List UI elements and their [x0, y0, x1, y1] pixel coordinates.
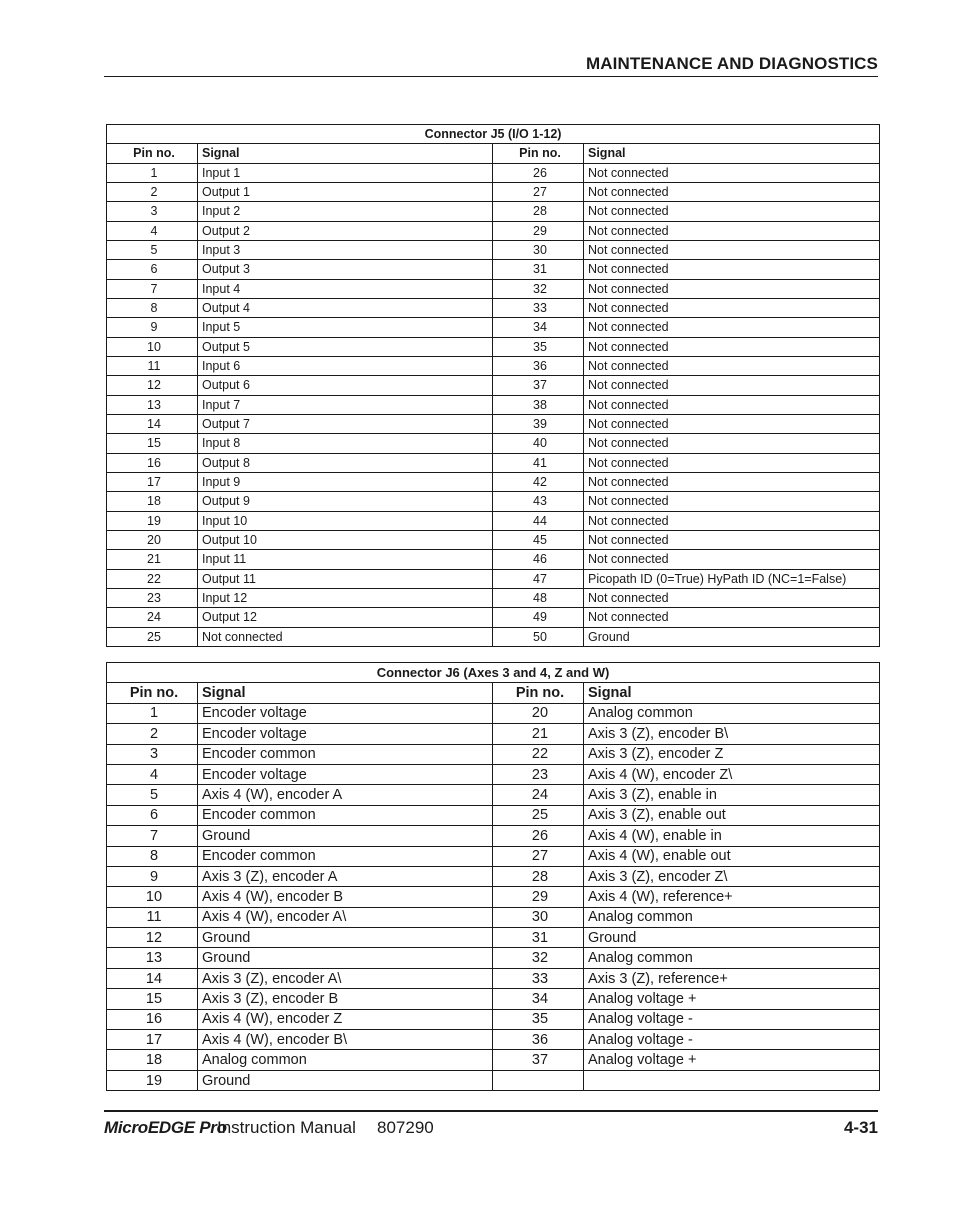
pin-number-cell: 44 — [493, 511, 584, 530]
table-row — [107, 221, 880, 240]
pin-number-cell: 3 — [107, 202, 198, 221]
signal-cell — [584, 1070, 880, 1090]
pin-number-cell: 7 — [107, 826, 198, 846]
pin-number-cell: 1 — [107, 703, 198, 723]
pin-number-cell: 43 — [493, 492, 584, 511]
pin-number-cell: 31 — [493, 928, 584, 948]
column-header-signal: Signal — [198, 144, 493, 163]
pin-number-cell: 48 — [493, 588, 584, 607]
signal-cell: Input 6 — [198, 356, 493, 375]
signal-cell: Ground — [198, 928, 493, 948]
table-row — [107, 434, 880, 453]
table-row — [107, 1009, 880, 1029]
pin-number-cell: 22 — [107, 569, 198, 588]
signal-cell: Axis 3 (Z), enable in — [584, 785, 880, 805]
table-row — [107, 887, 880, 907]
signal-cell: Not connected — [584, 472, 880, 491]
signal-cell: Not connected — [584, 453, 880, 472]
pin-number-cell: 16 — [107, 1009, 198, 1029]
footer-product-name: MicroEDGE Pro — [104, 1118, 227, 1137]
pin-number-cell: 19 — [107, 1070, 198, 1090]
signal-cell: Analog voltage - — [584, 1030, 880, 1050]
pin-number-cell: 6 — [107, 260, 198, 279]
table-row — [107, 414, 880, 433]
pin-number-cell: 13 — [107, 395, 198, 414]
signal-cell: Output 4 — [198, 298, 493, 317]
pin-number-cell: 12 — [107, 928, 198, 948]
pin-number-cell: 35 — [493, 1009, 584, 1029]
pin-number-cell: 29 — [493, 887, 584, 907]
signal-cell: Axis 4 (W), reference+ — [584, 887, 880, 907]
pin-number-cell: 11 — [107, 907, 198, 927]
pin-number-cell: 17 — [107, 1030, 198, 1050]
column-header-pin: Pin no. — [107, 683, 198, 703]
signal-cell: Output 7 — [198, 414, 493, 433]
pin-number-cell: 41 — [493, 453, 584, 472]
signal-cell: Not connected — [584, 240, 880, 259]
table-row — [107, 356, 880, 375]
table-row — [107, 182, 880, 201]
pin-number-cell: 37 — [493, 376, 584, 395]
pin-number-cell: 15 — [107, 989, 198, 1009]
signal-cell: Input 2 — [198, 202, 493, 221]
signal-cell: Axis 4 (W), encoder B — [198, 887, 493, 907]
signal-cell: Axis 4 (W), encoder Z — [198, 1009, 493, 1029]
pin-number-cell: 23 — [107, 588, 198, 607]
signal-cell: Not connected — [584, 608, 880, 627]
pin-number-cell: 42 — [493, 472, 584, 491]
pin-number-cell: 21 — [107, 550, 198, 569]
footer-manual-title: Instruction Manual — [217, 1118, 356, 1137]
pin-number-cell: 9 — [107, 866, 198, 886]
pin-number-cell — [493, 1070, 584, 1090]
pin-number-cell: 24 — [493, 785, 584, 805]
signal-cell: Output 8 — [198, 453, 493, 472]
footer-part-number: 807290 — [377, 1118, 434, 1137]
signal-cell: Not connected — [584, 414, 880, 433]
pin-number-cell: 32 — [493, 948, 584, 968]
signal-cell: Encoder common — [198, 805, 493, 825]
pin-number-cell: 3 — [107, 744, 198, 764]
table-row — [107, 724, 880, 744]
pin-number-cell: 37 — [493, 1050, 584, 1070]
pin-number-cell: 38 — [493, 395, 584, 414]
pin-number-cell: 4 — [107, 221, 198, 240]
signal-cell: Picopath ID (0=True) HyPath ID (NC=1=False) — [584, 569, 880, 588]
table-caption: Connector J6 (Axes 3 and 4, Z and W) — [107, 663, 880, 683]
pin-number-cell: 50 — [493, 627, 584, 646]
signal-cell: Axis 3 (Z), reference+ — [584, 968, 880, 988]
signal-cell: Analog common — [584, 948, 880, 968]
pin-number-cell: 26 — [493, 826, 584, 846]
table-row — [107, 826, 880, 846]
table-row — [107, 764, 880, 784]
pin-number-cell: 18 — [107, 1050, 198, 1070]
pin-number-cell: 36 — [493, 1030, 584, 1050]
signal-cell: Not connected — [584, 260, 880, 279]
signal-cell: Not connected — [584, 163, 880, 182]
signal-cell: Encoder voltage — [198, 703, 493, 723]
column-header-pin: Pin no. — [107, 144, 198, 163]
pin-number-cell: 33 — [493, 968, 584, 988]
table-row — [107, 530, 880, 549]
signal-cell: Axis 3 (Z), encoder A — [198, 866, 493, 886]
pin-number-cell: 34 — [493, 318, 584, 337]
signal-cell: Not connected — [584, 298, 880, 317]
pin-number-cell: 2 — [107, 182, 198, 201]
pin-number-cell: 25 — [493, 805, 584, 825]
pin-number-cell: 4 — [107, 764, 198, 784]
signal-cell: Encoder voltage — [198, 724, 493, 744]
footer-page-number: 4-31 — [843, 1118, 878, 1137]
table-row — [107, 805, 880, 825]
pin-number-cell: 36 — [493, 356, 584, 375]
pin-number-cell: 40 — [493, 434, 584, 453]
column-header-pin: Pin no. — [493, 683, 584, 703]
table-row — [107, 1070, 880, 1090]
pin-number-cell: 33 — [493, 298, 584, 317]
signal-cell: Axis 4 (W), encoder Z\ — [584, 764, 880, 784]
pin-number-cell: 2 — [107, 724, 198, 744]
pin-number-cell: 21 — [493, 724, 584, 744]
signal-cell: Not connected — [584, 492, 880, 511]
signal-cell: Input 11 — [198, 550, 493, 569]
signal-cell: Analog common — [198, 1050, 493, 1070]
pin-number-cell: 23 — [493, 764, 584, 784]
signal-cell: Encoder voltage — [198, 764, 493, 784]
pin-number-cell: 6 — [107, 805, 198, 825]
pin-number-cell: 28 — [493, 202, 584, 221]
signal-cell: Not connected — [584, 588, 880, 607]
signal-cell: Not connected — [584, 182, 880, 201]
table-row — [107, 785, 880, 805]
signal-cell: Ground — [198, 826, 493, 846]
table-row — [107, 569, 880, 588]
signal-cell: Axis 3 (Z), enable out — [584, 805, 880, 825]
pin-number-cell: 22 — [493, 744, 584, 764]
signal-cell: Output 3 — [198, 260, 493, 279]
signal-cell: Not connected — [584, 395, 880, 414]
signal-cell: Input 1 — [198, 163, 493, 182]
signal-cell: Input 4 — [198, 279, 493, 298]
signal-cell: Not connected — [584, 279, 880, 298]
footer-divider — [104, 1110, 878, 1112]
signal-cell: Output 12 — [198, 608, 493, 627]
signal-cell: Analog voltage - — [584, 1009, 880, 1029]
signal-cell: Not connected — [198, 627, 493, 646]
table-row — [107, 298, 880, 317]
signal-cell: Not connected — [584, 434, 880, 453]
signal-cell: Output 1 — [198, 182, 493, 201]
signal-cell: Not connected — [584, 356, 880, 375]
column-header-pin: Pin no. — [493, 144, 584, 163]
signal-cell: Output 9 — [198, 492, 493, 511]
pin-number-cell: 31 — [493, 260, 584, 279]
pin-number-cell: 11 — [107, 356, 198, 375]
signal-cell: Analog voltage + — [584, 1050, 880, 1070]
pin-number-cell: 17 — [107, 472, 198, 491]
pin-number-cell: 27 — [493, 846, 584, 866]
pin-number-cell: 16 — [107, 453, 198, 472]
table-row — [107, 472, 880, 491]
signal-cell: Not connected — [584, 530, 880, 549]
signal-cell: Not connected — [584, 202, 880, 221]
pin-number-cell: 47 — [493, 569, 584, 588]
pin-number-cell: 20 — [107, 530, 198, 549]
pin-number-cell: 7 — [107, 279, 198, 298]
pin-number-cell: 35 — [493, 337, 584, 356]
pin-number-cell: 15 — [107, 434, 198, 453]
table-row — [107, 163, 880, 182]
table-row — [107, 260, 880, 279]
signal-cell: Output 11 — [198, 569, 493, 588]
signal-cell: Ground — [584, 928, 880, 948]
signal-cell: Input 9 — [198, 472, 493, 491]
table-row — [107, 279, 880, 298]
pin-number-cell: 30 — [493, 240, 584, 259]
signal-cell: Not connected — [584, 221, 880, 240]
table-row — [107, 337, 880, 356]
signal-cell: Input 3 — [198, 240, 493, 259]
signal-cell: Ground — [584, 627, 880, 646]
signal-cell: Axis 3 (Z), encoder B — [198, 989, 493, 1009]
signal-cell: Axis 3 (Z), encoder A\ — [198, 968, 493, 988]
table-row — [107, 846, 880, 866]
signal-cell: Axis 3 (Z), encoder Z — [584, 744, 880, 764]
signal-cell: Input 12 — [198, 588, 493, 607]
pin-number-cell: 27 — [493, 182, 584, 201]
signal-cell: Output 5 — [198, 337, 493, 356]
signal-cell: Ground — [198, 1070, 493, 1090]
signal-cell: Input 7 — [198, 395, 493, 414]
pin-number-cell: 32 — [493, 279, 584, 298]
column-header-signal: Signal — [198, 683, 493, 703]
table-row — [107, 202, 880, 221]
table-row — [107, 550, 880, 569]
pin-number-cell: 9 — [107, 318, 198, 337]
table-row — [107, 627, 880, 646]
pin-number-cell: 10 — [107, 887, 198, 907]
signal-cell: Not connected — [584, 337, 880, 356]
connector-j5-table — [106, 124, 880, 647]
signal-cell: Encoder common — [198, 846, 493, 866]
signal-cell: Axis 3 (Z), encoder B\ — [584, 724, 880, 744]
table-row — [107, 240, 880, 259]
signal-cell: Not connected — [584, 318, 880, 337]
pin-number-cell: 1 — [107, 163, 198, 182]
pin-number-cell: 29 — [493, 221, 584, 240]
table-row — [107, 703, 880, 723]
signal-cell: Analog common — [584, 907, 880, 927]
pin-number-cell: 39 — [493, 414, 584, 433]
pin-number-cell: 8 — [107, 846, 198, 866]
signal-cell: Axis 4 (W), enable out — [584, 846, 880, 866]
signal-cell: Axis 4 (W), enable in — [584, 826, 880, 846]
table-row — [107, 968, 880, 988]
column-header-signal: Signal — [584, 144, 880, 163]
table-row — [107, 1050, 880, 1070]
pin-number-cell: 25 — [107, 627, 198, 646]
table-row — [107, 907, 880, 927]
signal-cell: Analog common — [584, 703, 880, 723]
table-row — [107, 608, 880, 627]
table-row — [107, 376, 880, 395]
column-header-signal: Signal — [584, 683, 880, 703]
table-row — [107, 453, 880, 472]
signal-cell: Not connected — [584, 511, 880, 530]
table-row — [107, 492, 880, 511]
signal-cell: Encoder common — [198, 744, 493, 764]
pin-number-cell: 34 — [493, 989, 584, 1009]
pin-number-cell: 30 — [493, 907, 584, 927]
signal-cell: Output 2 — [198, 221, 493, 240]
pin-number-cell: 19 — [107, 511, 198, 530]
signal-cell: Input 8 — [198, 434, 493, 453]
signal-cell: Not connected — [584, 550, 880, 569]
signal-cell: Not connected — [584, 376, 880, 395]
pin-number-cell: 10 — [107, 337, 198, 356]
pin-number-cell: 13 — [107, 948, 198, 968]
pin-number-cell: 28 — [493, 866, 584, 886]
pin-number-cell: 46 — [493, 550, 584, 569]
signal-cell: Output 6 — [198, 376, 493, 395]
table-row — [107, 588, 880, 607]
pin-number-cell: 5 — [107, 785, 198, 805]
signal-cell: Analog voltage + — [584, 989, 880, 1009]
signal-cell: Input 10 — [198, 511, 493, 530]
pin-number-cell: 8 — [107, 298, 198, 317]
signal-cell: Output 10 — [198, 530, 493, 549]
pin-number-cell: 49 — [493, 608, 584, 627]
signal-cell: Input 5 — [198, 318, 493, 337]
pin-number-cell: 14 — [107, 968, 198, 988]
pin-number-cell: 5 — [107, 240, 198, 259]
signal-cell: Axis 3 (Z), encoder Z\ — [584, 866, 880, 886]
table-row — [107, 866, 880, 886]
pin-number-cell: 26 — [493, 163, 584, 182]
table-row — [107, 395, 880, 414]
signal-cell: Axis 4 (W), encoder A\ — [198, 907, 493, 927]
pin-number-cell: 24 — [107, 608, 198, 627]
pin-number-cell: 14 — [107, 414, 198, 433]
pin-number-cell: 12 — [107, 376, 198, 395]
pin-number-cell: 20 — [493, 703, 584, 723]
pin-number-cell: 45 — [493, 530, 584, 549]
pin-number-cell: 18 — [107, 492, 198, 511]
table-row — [107, 318, 880, 337]
signal-cell: Axis 4 (W), encoder A — [198, 785, 493, 805]
table-row — [107, 744, 880, 764]
section-title: MAINTENANCE AND DIAGNOSTICS — [585, 54, 878, 73]
table-caption: Connector J5 (I/O 1-12) — [107, 125, 880, 144]
connector-j6-table — [106, 662, 880, 1091]
table-row — [107, 948, 880, 968]
table-row — [107, 1030, 880, 1050]
table-row — [107, 928, 880, 948]
table-row — [107, 511, 880, 530]
table-row — [107, 989, 880, 1009]
signal-cell: Axis 4 (W), encoder B\ — [198, 1030, 493, 1050]
header-divider — [104, 76, 878, 77]
signal-cell: Ground — [198, 948, 493, 968]
